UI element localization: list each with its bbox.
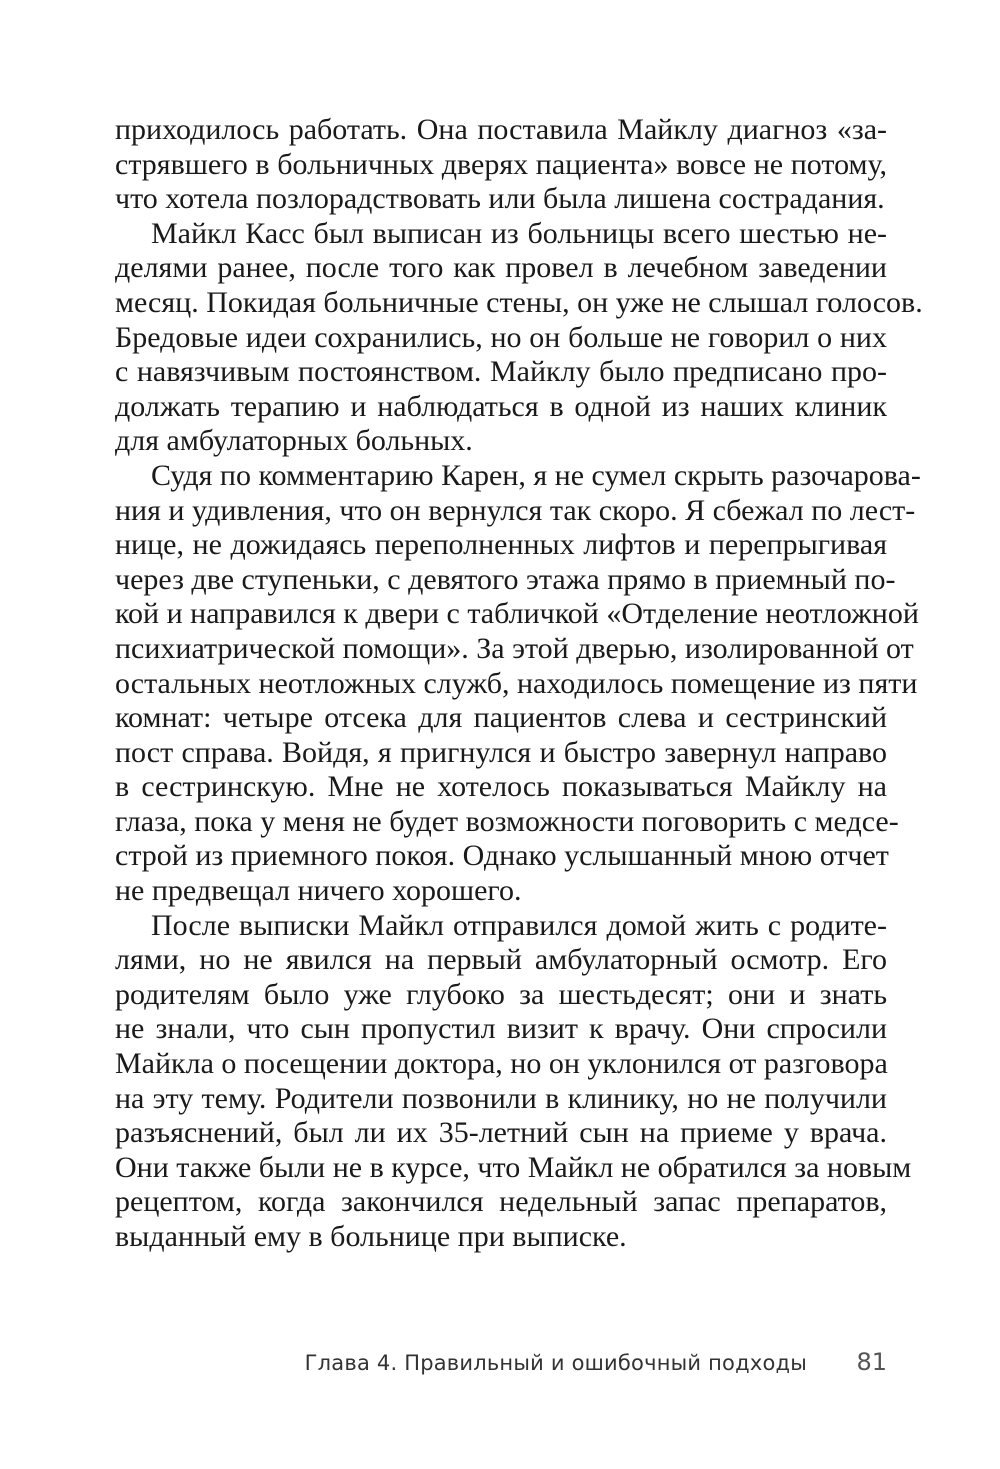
- text-line: остальных неотложных служб, находилось помещение из пяти: [115, 666, 918, 700]
- text-line: должать терапию и наблюдаться в одной из наших клиник: [115, 389, 887, 423]
- text-line: приходилось работать. Она поставила Майклу диагноз «за-: [115, 113, 887, 146]
- text-line: что хотела позлорадствовать или была лишена сострадания.: [115, 182, 885, 216]
- paragraph-1: [115, 113, 887, 217]
- text-line: После выписки Майкл отправился домой жить с родите-: [151, 908, 887, 942]
- text-line: Бредовые идеи сохранились, но он больше не говорил о них: [115, 320, 887, 354]
- text-line: Майкл Касс был выписан из больницы всего шестью не-: [151, 216, 887, 250]
- text-line: не знали, что сын пропустил визит к врачу. Они спросили: [115, 1012, 887, 1046]
- text-line: глаза, пока у меня не будет возможности поговорить с медсе-: [115, 804, 899, 838]
- text-line: лями, но не явился на первый амбулаторный осмотр. Его: [115, 943, 887, 977]
- text-line: рецептом, когда закончился недельный запас препаратов,: [115, 1185, 887, 1219]
- text-line: месяц. Покидая больничные стены, он уже не слышал голосов.: [115, 285, 923, 319]
- text-line: психиатрической помощи». За этой дверью, изолированной от: [115, 631, 914, 665]
- text-line: для амбулаторных больных.: [115, 424, 473, 458]
- text-line: строй из приемного покоя. Однако услышанный мною отчет: [115, 839, 889, 873]
- text-line: выданный ему в больнице при выписке.: [115, 1220, 627, 1253]
- body-text: [115, 113, 923, 1255]
- text-line: кой и направился к двери с табличкой «Отделение неотложной: [115, 597, 919, 631]
- text-line: ния и удивления, что он вернулся так скоро. Я сбежал по лест-: [115, 493, 916, 527]
- text-line: пост справа. Войдя, я пригнулся и быстро завернул направо: [115, 735, 887, 769]
- paragraph-3: [115, 458, 921, 909]
- text-line: не предвещал ничего хорошего.: [115, 874, 522, 908]
- text-line: нице, не дожидаясь переполненных лифтов и перепрыгивая: [115, 528, 887, 562]
- page-number: 81: [856, 1348, 887, 1376]
- paragraph-4: [115, 908, 912, 1255]
- text-line: в сестринскую. Мне не хотелось показываться Майклу на: [115, 770, 887, 804]
- running-head: Глава 4. Правильный и ошибочный подходы: [304, 1351, 807, 1375]
- text-line: через две ступеньки, с девятого этажа прямо в приемный по-: [115, 562, 896, 596]
- text-line: на эту тему. Родители позвонили в клинику, но не получили: [115, 1081, 887, 1115]
- text-line: делями ранее, после того как провел в лечебном заведении: [115, 251, 887, 285]
- text-line: комнат: четыре отсека для пациентов слева и сестринский: [115, 701, 887, 735]
- text-line: родителям было уже глубоко за шестьдесят; они и знать: [115, 977, 887, 1011]
- text-line: стрявшего в больничных дверях пациента» вовсе не потому,: [115, 147, 887, 181]
- text-line: с навязчивым постоянством. Майклу было предписано про-: [115, 355, 887, 389]
- text-line: разъяснений, был ли их 35-летний сын на приеме у врача.: [115, 1116, 887, 1150]
- text-line: Майкла о посещении доктора, но он уклонился от разговора: [115, 1047, 888, 1081]
- text-line: Они также были не в курсе, что Майкл не обратился за новым: [115, 1150, 912, 1184]
- paragraph-2: [115, 216, 923, 459]
- text-line: Судя по комментарию Карен, я не сумел скрыть разочарова-: [151, 458, 921, 492]
- page-footer: [115, 1345, 887, 1381]
